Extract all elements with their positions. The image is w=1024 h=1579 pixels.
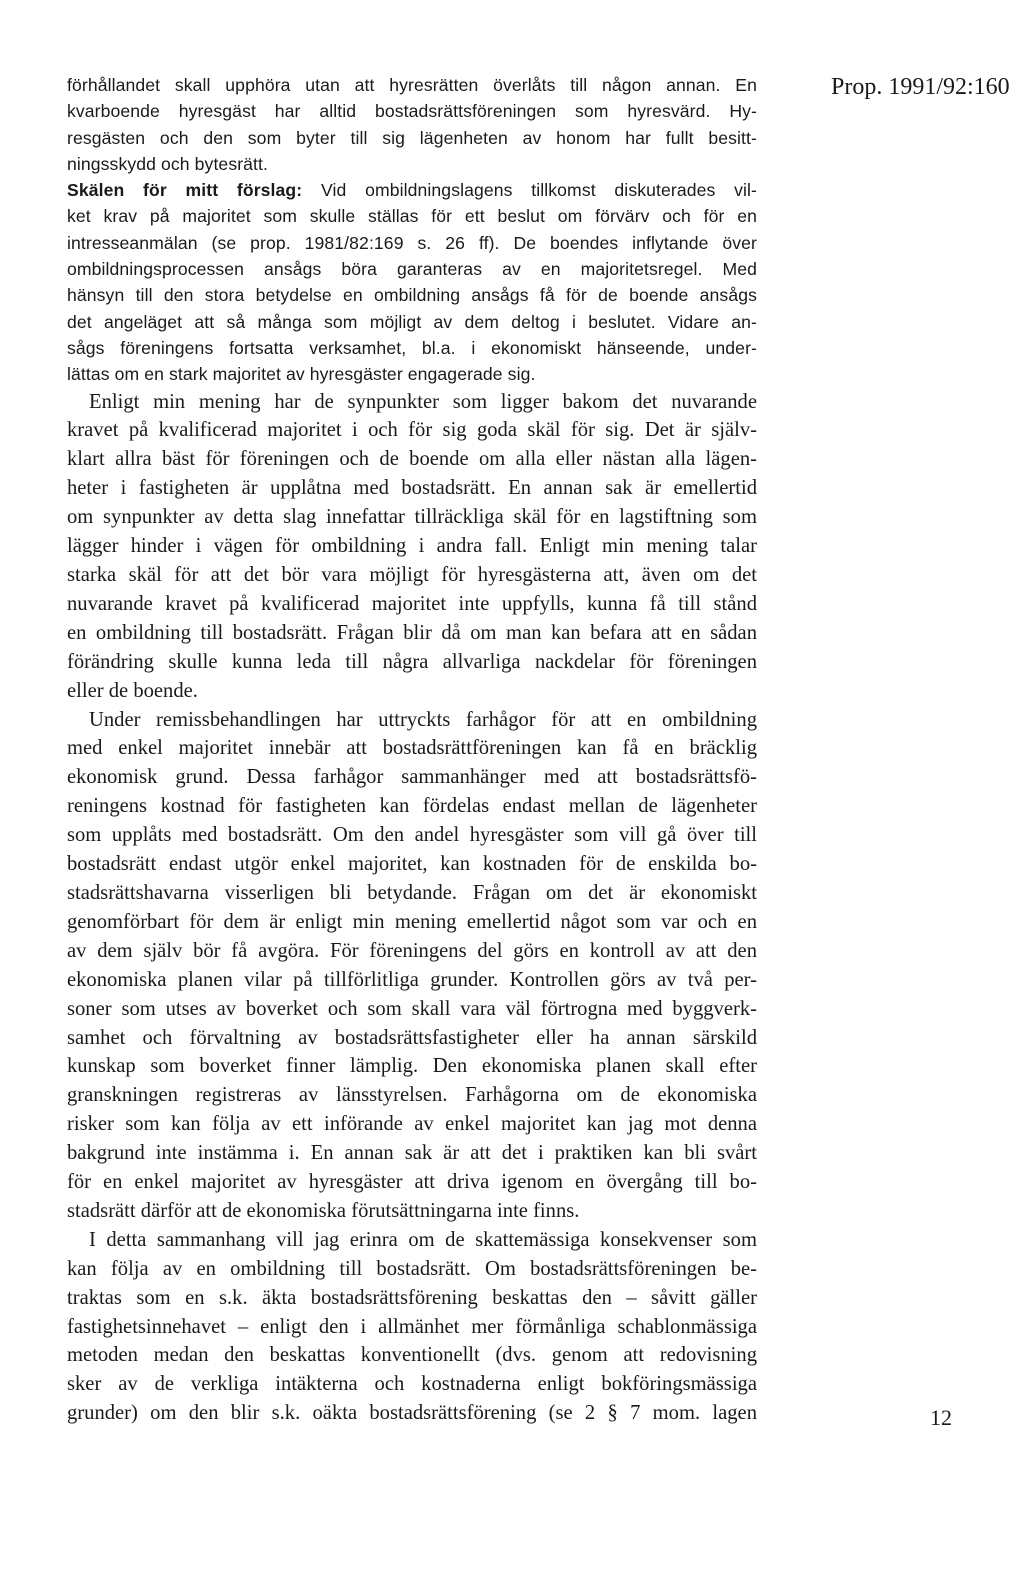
text-line: det angeläget att så många som möjligt av dem deltog i beslutet. Vidare an-: [67, 311, 757, 332]
text-line: Enligt min mening har de synpunkter som ligger bakom det nuvarande: [89, 390, 757, 413]
text-line: lägger hinder i vägen för ombildning i andra fall. Enligt min mening talar: [67, 535, 757, 558]
text-line: ekonomisk grund. Dessa farhågor sammanhänger med att bostadsrättsfö-: [67, 766, 757, 789]
text-line: stadsrätt därför att de ekonomiska förutsättningarna inte finns.: [67, 1199, 580, 1222]
text-line: [67, 177, 757, 203]
prop-reference: Prop. 1991/92:160: [831, 74, 1010, 100]
text-line: en ombildning till bostadsrätt. Frågan blir då om man kan befara att en sådan: [67, 621, 757, 644]
text-line: bakgrund inte instämma i. En annan sak är att det i praktiken kan bli svårt: [67, 1142, 757, 1165]
text-line: heter i fastigheten är upplåtna med bostadsrätt. En annan sak är emellertid: [67, 477, 757, 500]
paragraph: [67, 388, 757, 706]
text-line: soner som utses av boverket och som skall vara väl förtrogna med byggverk-: [67, 997, 757, 1020]
text-fragment: Vid ombildningslagens tillkomst diskuterades vil-: [302, 180, 757, 201]
run-in-heading: Skälen för mitt förslag:: [67, 180, 303, 201]
text-line: reningens kostnad för fastigheten kan fördelas endast mellan de lägenheter: [67, 795, 757, 818]
paragraph: [67, 72, 757, 177]
text-line: om synpunkter av detta slag innefattar tillräckliga skäl för en lagstiftning som: [67, 506, 757, 529]
text-line: förhållandet skall upphöra utan att hyresrätten överlåts till någon annan. En: [67, 75, 757, 95]
text-line: starka skäl för att det bör vara möjligt för hyresgästerna att, även om det: [67, 564, 757, 586]
text-line: bostadsrätt endast utgör enkel majoritet, kan kostnaden för de enskilda bo-: [67, 853, 757, 876]
text-line: klart allra bäst för föreningen och de boende om alla eller nästan alla lägen-: [67, 448, 757, 471]
text-line: nuvarande kravet på kvalificerad majoritet inte uppfylls, kunna få till stånd: [67, 592, 757, 615]
text-line: resgästen och den som byter till sig lägenheten av honom har fullt besitt-: [67, 127, 757, 148]
text-line: förändring skulle kunna leda till några allvarliga nackdelar för föreningen: [67, 650, 757, 673]
text-line: ket krav på majoritet som skulle ställas för ett beslut om förvärv och för en: [67, 206, 757, 227]
text-line: kunskap som boverket finner lämplig. Den ekonomiska planen skall efter: [67, 1055, 757, 1078]
text-line: intresseanmälan (se prop. 1981/82:169 s. 26 ff). De boendes inflytande över: [67, 232, 757, 253]
text-line: eller de boende.: [67, 679, 198, 702]
text-line: stadsrättshavarna visserligen bli betydande. Frågan om det är ekonomiskt: [67, 881, 757, 904]
text-line: lättas om en stark majoritet av hyresgäster engagerade sig.: [67, 364, 536, 385]
text-line: som upplåts med bostadsrätt. Om den andel hyresgäster som vill gå över till: [67, 824, 757, 847]
text-line: hänsyn till den stora betydelse en ombildning ansågs få för de boende ansågs: [67, 285, 757, 306]
text-line: genomförbart för dem är enligt min mening emellertid något som var och en: [67, 910, 757, 933]
body-text: [67, 72, 757, 1428]
paragraph: [67, 706, 757, 1226]
text-line: kan följa av en ombildning till bostadsrätt. Om bostadsrättsföreningen be-: [67, 1257, 757, 1280]
text-line: ningsskydd och bytesrätt.: [67, 153, 269, 174]
page-number: 12: [930, 1405, 952, 1430]
text-line: med enkel majoritet innebär att bostadsrättföreningen kan få en bräcklig: [67, 737, 757, 760]
text-line: kvarboende hyresgäst har alltid bostadsrättsföreningen som hyresvärd. Hy-: [67, 101, 757, 122]
text-line: sker av de verkliga intäkterna och kostnaderna enligt bokföringsmässiga: [67, 1373, 757, 1396]
paragraph: [67, 177, 757, 387]
text-line: metoden medan den beskattas konventionellt (dvs. genom att redovisning: [67, 1344, 757, 1367]
text-line: kravet på kvalificerad majoritet i och för sig goda skäl för sig. Det är själv-: [67, 419, 757, 442]
paragraph: [67, 1226, 757, 1428]
text-line: I detta sammanhang vill jag erinra om de skattemässiga konsekvenser som: [89, 1228, 757, 1251]
text-line: Under remissbehandlingen har uttryckts farhågor för att en ombildning: [89, 708, 757, 731]
text-line: av dem själv bör få avgöra. För föreningens del görs en kontroll av att den: [67, 939, 757, 962]
text-line: risker som kan följa av ett införande av enkel majoritet kan jag mot denna: [67, 1113, 757, 1136]
text-line: ombildningsprocessen ansågs böra garanteras av en majoritetsregel. Med: [67, 259, 757, 280]
text-line: fastighetsinnehavet – enligt den i allmänhet mer förmånliga schablonmässiga: [67, 1315, 757, 1338]
text-line: traktas som en s.k. äkta bostadsrättsförening beskattas den – såvitt gäller: [67, 1286, 757, 1309]
text-line: samhet och förvaltning av bostadsrättsfastigheter eller ha annan särskild: [67, 1026, 757, 1049]
text-line: för en enkel majoritet av hyresgäster att driva igenom en övergång till bo-: [67, 1171, 757, 1194]
text-line: ekonomiska planen vilar på tillförlitliga grunder. Kontrollen görs av två per-: [67, 968, 757, 991]
text-line: sågs föreningens fortsatta verksamhet, bl.a. i ekonomiskt hänseende, under-: [67, 337, 757, 358]
text-line: granskningen registreras av länsstyrelsen. Farhågorna om de ekonomiska: [67, 1084, 757, 1107]
text-line: grunder) om den blir s.k. oäkta bostadsrättsförening (se 2 § 7 mom. lagen: [67, 1402, 757, 1425]
